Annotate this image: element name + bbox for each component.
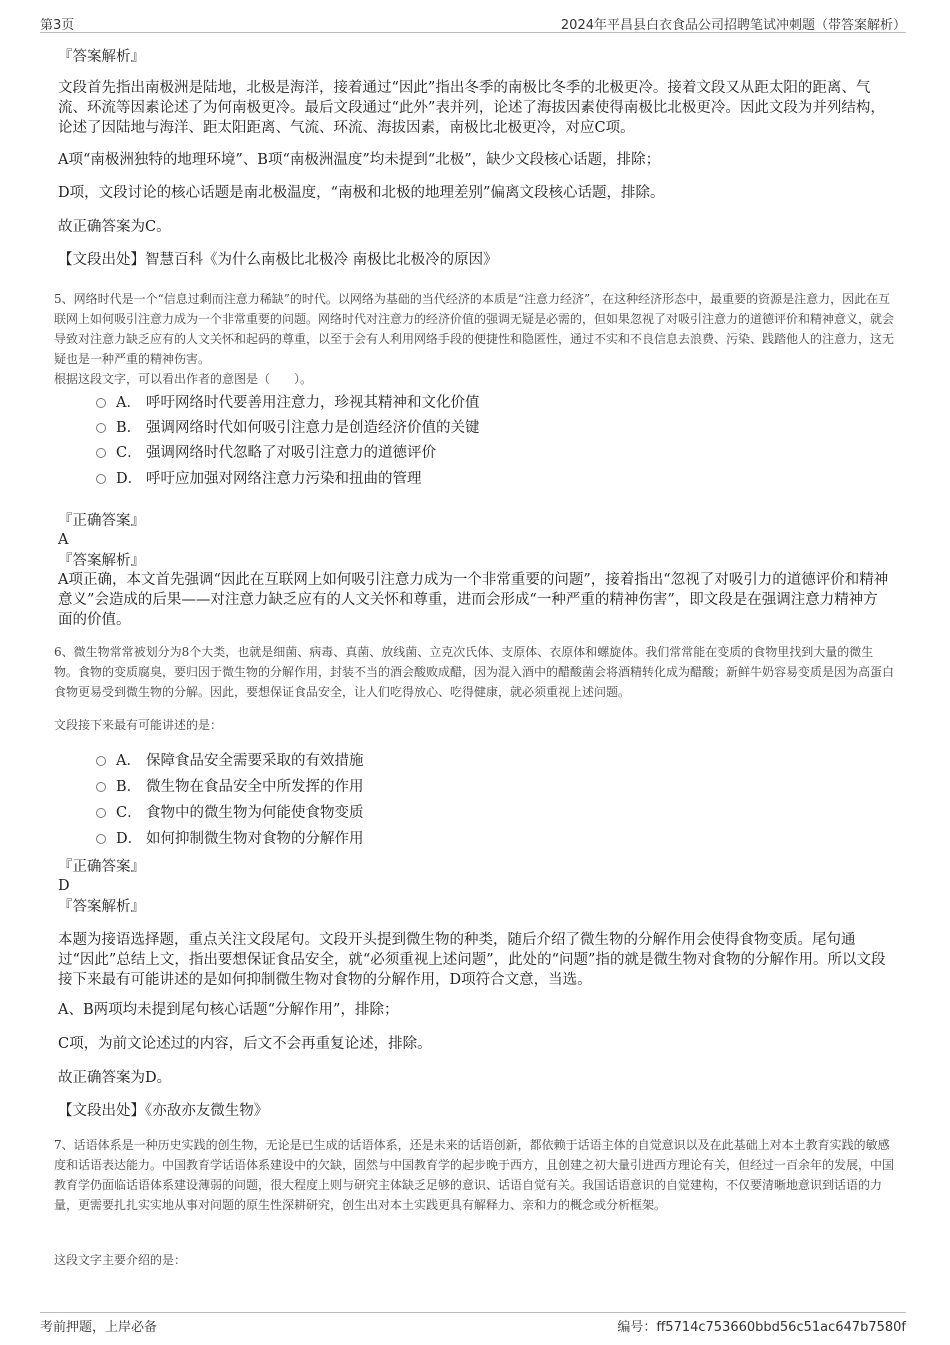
q6-analysis-c: C项，为前文论述过的内容，后文不会再重复论述，排除。 bbox=[58, 1036, 432, 1052]
q5-analysis: A项正确，本文首先强调“因此在互联网上如何吸引注意力成为一个非常重要的问题”，接着指出“忽视了对吸引力的道德评价和精神意义”会造成的后果——对注意力缺乏应有的人文关怀和尊重，进而会形成“一种严重的精神伤害”，即文段是在强调注意力精神方面的价值。 bbox=[58, 572, 889, 628]
q6-analysis-paragraph: 本题为接语选择题，重点关注文段尾句。文段开头提到微生物的种类，随后介绍了微生物的分解作用会使得食物变质。尾句通过“因此”总结上文，指出要想保证食品安全，就“必须重视上述问题”，此处的“问题”指的就是微生物对食物的分解作用。所以文段接下来最有可能讲述的是如何抑制微生物对食物的分解作用，D项符合文意，当选。 bbox=[58, 932, 886, 988]
q5-option-b[interactable]: B． 强调网络时代如何吸引注意力是创造经济价值的关键 bbox=[96, 418, 480, 438]
q6-answer: D bbox=[58, 878, 70, 894]
q4-analysis-d: D项，文段讨论的核心话题是南北极温度，“南极和北极的地理差别”偏离文段核心话题，排除。 bbox=[58, 185, 665, 201]
q7-question: 这段文字主要介绍的是： bbox=[54, 1253, 187, 1267]
footer-slogan: 考前押题，上岸必备 bbox=[40, 1320, 158, 1335]
q4-conclusion: 故正确答案为C。 bbox=[58, 219, 171, 235]
q5-analysis-label: 『答案解析』 bbox=[58, 553, 145, 569]
document-id: 编号：ff5714c753660bbd56c51ac647b7580f bbox=[617, 1320, 906, 1335]
q5-option-c[interactable]: C． 强调网络时代忽略了对吸引注意力的道德评价 bbox=[96, 443, 436, 463]
q4-analysis-paragraph: 文段首先指出南极洲是陆地，北极是海洋，接着通过“因此”指出冬季的南极比冬季的北极更冷。接着文段又从距太阳的距离、气流、环流等因素论述了为何南极更冷。最后文段通过“此外”表并列，论述了海拔因素使得南极比北极更冷。因此文段为并列结构，论述了因陆地与海洋、距太阳距离、气流、环流、海拔因素，南极比北极更冷，对应C项。 bbox=[58, 80, 885, 136]
radio-icon[interactable] bbox=[96, 474, 106, 484]
q6-conclusion: 故正确答案为D。 bbox=[58, 1070, 172, 1086]
page-footer bbox=[40, 1312, 906, 1337]
radio-icon[interactable] bbox=[96, 782, 106, 792]
q6-option-d[interactable]: D． 如何抑制微生物对食物的分解作用 bbox=[96, 829, 364, 849]
q5-option-d[interactable]: D． 呼吁应加强对网络注意力污染和扭曲的管理 bbox=[96, 469, 422, 489]
document-title: 2024年平昌县白衣食品公司招聘笔试冲刺题（带答案解析） bbox=[560, 18, 906, 33]
q4-analysis-label: 『答案解析』 bbox=[58, 49, 145, 65]
q5-option-a[interactable]: A． 呼吁网络时代要善用注意力，珍视其精神和文化价值 bbox=[96, 393, 480, 413]
q6-option-a[interactable]: A． 保障食品安全需要采取的有效措施 bbox=[96, 751, 364, 771]
radio-icon[interactable] bbox=[96, 808, 106, 818]
q6-question: 文段接下来最有可能讲述的是： bbox=[54, 718, 223, 732]
q7-stem: 7、话语体系是一种历史实践的创生物，无论是已生成的话语体系，还是未来的话语创新，都依赖于话语主体的自觉意识以及在此基础上对本土教育实践的敏感度和话语表达能力。中国教育学话语体系建设中的欠缺，固然与中国教育学的起步晚于西方，且创建之初大量引进西方理论有关，但经过一百余年的发展，中国教育学仍面临话语体系建设薄弱的问题，很大程度上则与研究主体缺乏足够的意识、话语自觉有关。我国话语意识的自觉建构，不仅要清晰地意识到话语的力量，更需要扎扎实实地从事对问题的原生性深耕研究，创生出对本土实践更具有解释力、亲和力的概念或分析框架。 bbox=[54, 1138, 895, 1212]
q5-stem: 5、网络时代是一个“信息过剩而注意力稀缺”的时代。以网络为基础的当代经济的本质是“注意力经济”，在这种经济形态中，最重要的资源是注意力，因此在互联网上如何吸引注意力成为一个非常重要的问题。网络时代对注意力的经济价值的强调无疑是必需的，但如果忽视了对吸引注意力的道德评价和精神意义，就会导致对注意力缺乏应有的人文关怀和起码的尊重，以至于会有人利用网络手段的便捷性和隐匿性，通过不实和不良信息去浪费、污染、践踏他人的注意力，这无疑也是一种严重的精神伤害。 bbox=[54, 292, 895, 366]
q6-analysis-label: 『答案解析』 bbox=[58, 899, 145, 915]
q4-analysis-ab: A项“南极洲独特的地理环境”、B项“南极洲温度”均未提到“北极”，缺少文段核心话题，排除； bbox=[58, 152, 661, 168]
q6-stem: 6、微生物常常被划分为8个大类，也就是细菌、病毒、真菌、放线菌、立克次氏体、支原体、衣原体和螺旋体。我们常常能在变质的食物里找到大量的微生物。食物的变质腐臭，要归因于微生物的分解作用，封装不当的酒会酸败成醋，因为混入酒中的醋酸菌会将酒精转化成为醋酸；新鲜牛奶容易变质是因为高蛋白食物更易受到微生物的分解。因此，要想保证食品安全，让人们吃得放心、吃得健康，就必须重视上述问题。 bbox=[54, 645, 895, 699]
radio-icon[interactable] bbox=[96, 448, 106, 458]
radio-icon[interactable] bbox=[96, 398, 106, 408]
radio-icon[interactable] bbox=[96, 423, 106, 433]
q6-answer-label: 『正确答案』 bbox=[58, 859, 145, 875]
q5-question: 根据这段文字，可以看出作者的意图是（ ）。 bbox=[54, 372, 313, 386]
radio-icon[interactable] bbox=[96, 834, 106, 844]
q6-analysis-ab: A、B两项均未提到尾句核心话题“分解作用”，排除； bbox=[58, 1002, 399, 1018]
page-header bbox=[40, 12, 906, 33]
q5-answer-label: 『正确答案』 bbox=[58, 513, 145, 529]
q4-source: 【文段出处】智慧百科《为什么南极比北极冷 南极比北极冷的原因》 bbox=[58, 252, 498, 268]
q6-option-c[interactable]: C． 食物中的微生物为何能使食物变质 bbox=[96, 803, 364, 823]
q5-answer: A bbox=[58, 532, 69, 548]
q6-source: 【文段出处】《亦敌亦友微生物》 bbox=[58, 1103, 269, 1119]
page-number: 第3页 bbox=[40, 18, 75, 33]
radio-icon[interactable] bbox=[96, 756, 106, 766]
q6-option-b[interactable]: B． 微生物在食品安全中所发挥的作用 bbox=[96, 777, 364, 797]
